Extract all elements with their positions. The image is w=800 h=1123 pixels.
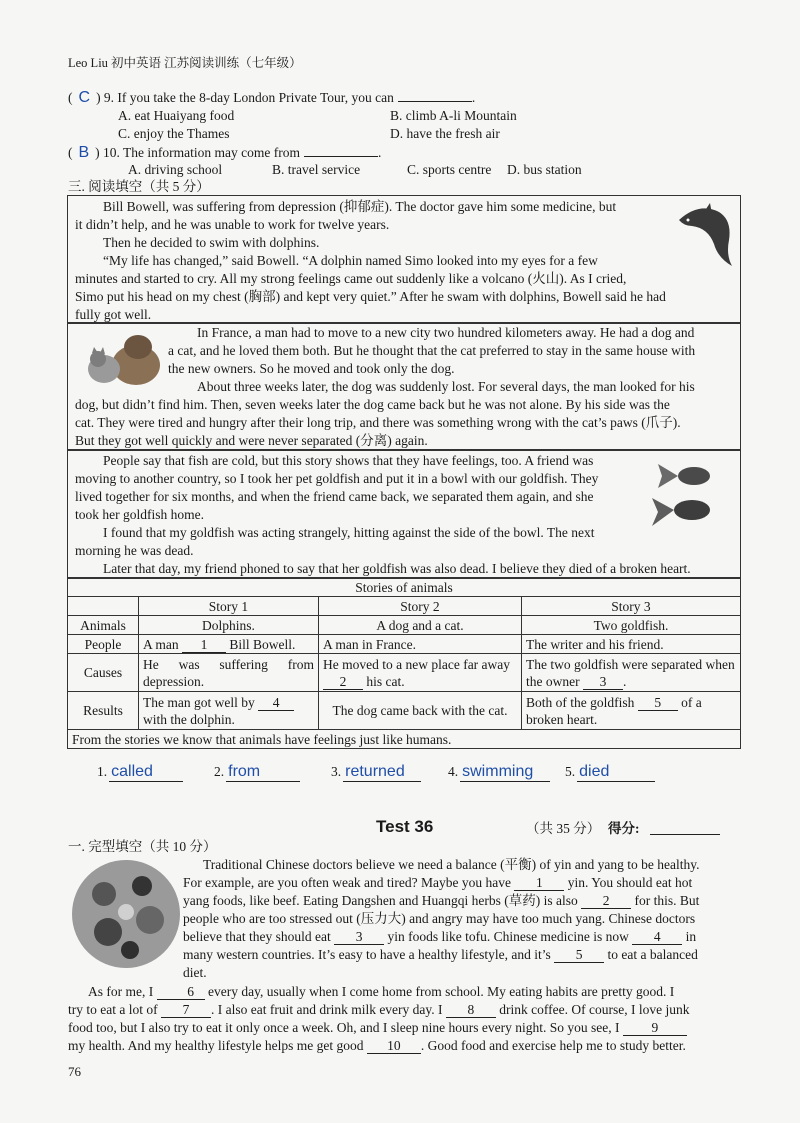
cloze-line [183,892,743,910]
table-cell [319,654,522,692]
table-cell: He was suffering from depression. [139,654,319,692]
test-points: （共 35 分） [526,821,601,836]
story-2-line: the new owners. So he moved and took only the dog. [168,361,455,376]
cloze-blank-1: 1 [514,875,564,891]
question-10: ( B ) 10. The information may come from . [68,144,382,161]
cloze-line: people who are too stressed out (压力大) and angry may have too much yang. Chinese doctors [183,911,696,926]
test-title: Test 36 [376,817,434,836]
table-cell [139,635,319,654]
cloze-text: in [685,929,697,944]
healthy-food-illustration [68,858,184,970]
story-3-line: People say that fish are cold, but this story shows that they have feelings, too. A friend was [103,453,594,468]
q10-answer: B [78,144,90,161]
stories-table [67,577,741,749]
cell-text: with the dolphin. [143,711,235,727]
story-1-line: Simo put his head on my chest (胸部) and kept very quiet.” After he swam with dolphins, Bowell said he had [75,289,666,304]
table-cell: The writer and his friend. [522,635,741,654]
story-2-line: dog, but didn’t find him. Then, seven weeks later the dog came back but he was not alone. By his side was the [75,397,670,412]
blank-3: 3 [583,674,623,690]
cloze-text: to eat a balanced [607,947,698,962]
cell-text: Both of the goldfish [526,694,635,710]
story-1-line: “My life has changed,” said Bowell. “A dolphin named Simo looked into my eyes for a few [103,253,598,268]
story-3-line: lived together for six months, and when the friend came back, we separated them again, and she [75,489,594,504]
table-row [68,635,741,654]
table-cell: A man in France. [319,635,522,654]
score-blank [650,834,720,835]
story-3-line: morning he was dead. [75,543,194,558]
answer-text: called [109,763,183,782]
fill-answer-4 [448,763,550,782]
table-footer: From the stories we know that animals have feelings just like humans. [68,730,741,749]
table-cell: Dolphins. [139,616,319,635]
story-1-line: minutes and started to cry. All my strong feelings came out suddenly like a volcano (火山). As I cried, [75,271,627,286]
row-label: Results [68,692,139,730]
table-cell: Two goldfish. [522,616,741,635]
cloze-text: food too, but I also try to eat it only once a week. Oh, and I sleep nine hours every night. So you see, I [68,1020,620,1035]
table-header-story1: Story 1 [139,597,319,616]
cell-text: of a broken heart. [526,694,702,727]
story-3-line: I found that my goldfish was acting strangely, hitting against the side of the bowl. The next [103,525,595,540]
q9-blank [398,101,472,102]
answer-number: 5. [565,764,576,779]
story-2-line: About three weeks later, the dog was suddenly lost. For several days, the man looked for his [197,379,695,394]
q9-answer: C [78,89,91,106]
cloze-text: for this. But [634,893,700,908]
row-label: People [68,635,139,654]
cloze-line [68,1037,743,1055]
cloze-line [68,1001,743,1019]
cell-text: He moved to a new place far away [323,656,511,672]
cloze-text: my health. And my healthy lifestyle helps me get good [68,1038,364,1053]
answer-number: 1. [97,764,108,779]
story-2-line: But they got well quickly and were never separated (分离) again. [75,433,428,448]
cloze-blank-8: 8 [446,1002,496,1018]
q9-option-d: D. have the fresh air [390,126,500,141]
story-1-line: fully got well. [75,307,152,322]
story-1-line: Bill Bowell, was suffering from depression (抑郁症). The doctor gave him some medicine, but [103,199,617,214]
question-9: ( C ) 9. If you take the 8-day London Private Tour, you can . [68,89,476,106]
cloze-text: . I also eat fruit and drink milk every day. I [210,1002,443,1017]
table-header-story3: Story 3 [522,597,741,616]
story-2-box [67,322,741,451]
table-cell: The dog came back with the cat. [319,692,522,730]
answer-text: died [577,763,655,782]
cell-text: The man got well by [143,694,255,710]
q10-blank [304,156,378,157]
cloze-line [68,983,743,1001]
cell-text: A man [143,636,179,652]
table-cell [522,654,741,692]
cloze-line [183,928,743,946]
cloze-text: . Good food and exercise help me to study better. [420,1038,686,1053]
cloze-blank-4: 4 [632,929,682,945]
story-3-box [67,449,741,579]
cloze-blank-6: 6 [157,984,205,1000]
q9-option-a: A. eat Huaiyang food [118,108,235,123]
page-header: Leo Liu 初中英语 江苏阅读训练（七年级） [68,56,302,70]
fill-answer-5 [565,763,655,782]
blank-4: 4 [258,695,294,711]
score-label: 得分: [608,821,640,836]
story-1-line: it didn’t help, and he was unable to work for twelve years. [75,217,390,232]
cloze-text: yin foods like tofu. Chinese medicine is now [387,929,629,944]
row-label: Causes [68,654,139,692]
cloze-text: For example, are you often weak and tired? Maybe you have [183,875,512,890]
story-3-line: took her goldfish home. [75,507,204,522]
table-cell [139,692,319,730]
cloze-line [183,946,743,964]
cloze-blank-2: 2 [581,893,631,909]
q9-option-b: B. climb A-li Mountain [390,108,517,123]
cloze-paragraph-2 [68,983,743,1055]
answer-text: returned [343,763,421,782]
cloze-line: diet. [183,965,207,980]
cloze-line [68,1019,743,1037]
q10-option-b: B. travel service [272,162,361,177]
table-row [68,654,741,692]
cloze-line: Traditional Chinese doctors believe we need a balance (平衡) of yin and yang to be healthy. [203,857,700,872]
cell-text: his cat. [366,673,405,689]
story-3-line: Later that day, my friend phoned to say that her goldfish was also dead. I believe they died of a broken heart. [103,561,691,576]
answer-text: swimming [460,763,550,782]
blank-2: 2 [323,674,363,690]
section-3-title: 三. 阅读填空（共 5 分） [68,179,210,194]
story-3-line: moving to another country, so I took her pet goldfish and put it in a bowl with our goldfish. They [75,471,599,486]
cloze-blank-5: 5 [554,947,604,963]
answer-number: 2. [214,764,225,779]
cloze-text: yin. You should eat hot [567,875,693,890]
cloze-text: As for me, I [88,984,154,999]
story-2-line: In France, a man had to move to a new city two hundred kilometers away. He had a dog and [197,325,695,340]
cloze-paragraph-1 [183,856,743,982]
goldfish-illustration [648,458,734,534]
cloze-blank-9: 9 [623,1020,687,1036]
story-1-line: Then he decided to swim with dolphins. [103,235,320,250]
q10-option-a: A. driving school [128,162,223,177]
answer-number: 4. [448,764,459,779]
cloze-text: try to eat a lot of [68,1002,158,1017]
answer-text: from [226,763,300,782]
cell-text: . [622,673,627,689]
cloze-text: every day, usually when I come home from school. My eating habits are pretty good. I [207,984,675,999]
table-row [68,692,741,730]
table-cell [522,692,741,730]
cell-text: The two goldfish were separated when the owner [526,656,735,689]
blank-5: 5 [638,695,678,711]
blank-1: 1 [182,637,226,653]
table-cell: A dog and a cat. [319,616,522,635]
cloze-line [183,874,743,892]
table-caption: Stories of animals [68,578,741,597]
cloze-blank-7: 7 [161,1002,211,1018]
q10-option-c: C. sports centre [407,162,492,177]
table-header-story2: Story 2 [319,597,522,616]
table-row [68,616,741,635]
cell-text: Bill Bowell. [229,636,296,652]
page-number: 76 [68,1064,81,1079]
cloze-text: yang foods, like beef. Eating Dangshen and Huangqi herbs (草药) is also [183,893,578,908]
q9-stem: ) 9. If you take the 8-day London Private Tour, you can [96,90,394,105]
cloze-text: believe that they should eat [183,929,331,944]
fill-answer-3 [331,763,421,782]
dolphin-illustration [674,200,736,270]
q10-option-d: D. bus station [507,162,582,177]
section-1-title: 一. 完型填空（共 10 分） [68,839,217,854]
answer-number: 3. [331,764,342,779]
cloze-blank-3: 3 [334,929,384,945]
row-label: Animals [68,616,139,635]
story-2-line: a cat, and he loved them both. But he thought that the cat preferred to stay in the same house with [168,343,696,358]
story-2-line: cat. They were tired and hungry after their long trip, and there was something wrong with the cat’s paws (爪子). [75,415,681,430]
fill-answer-2 [214,763,300,782]
fill-answer-1 [97,763,183,782]
story-1-box [67,195,741,324]
cloze-text: many western countries. It’s easy to have a healthy lifestyle, and it’s [183,947,551,962]
q9-option-c: C. enjoy the Thames [118,126,230,141]
q10-stem: ) 10. The information may come from [95,145,300,160]
cloze-blank-10: 10 [367,1038,421,1054]
cloze-text: drink coffee. Of course, I love junk [499,1002,690,1017]
